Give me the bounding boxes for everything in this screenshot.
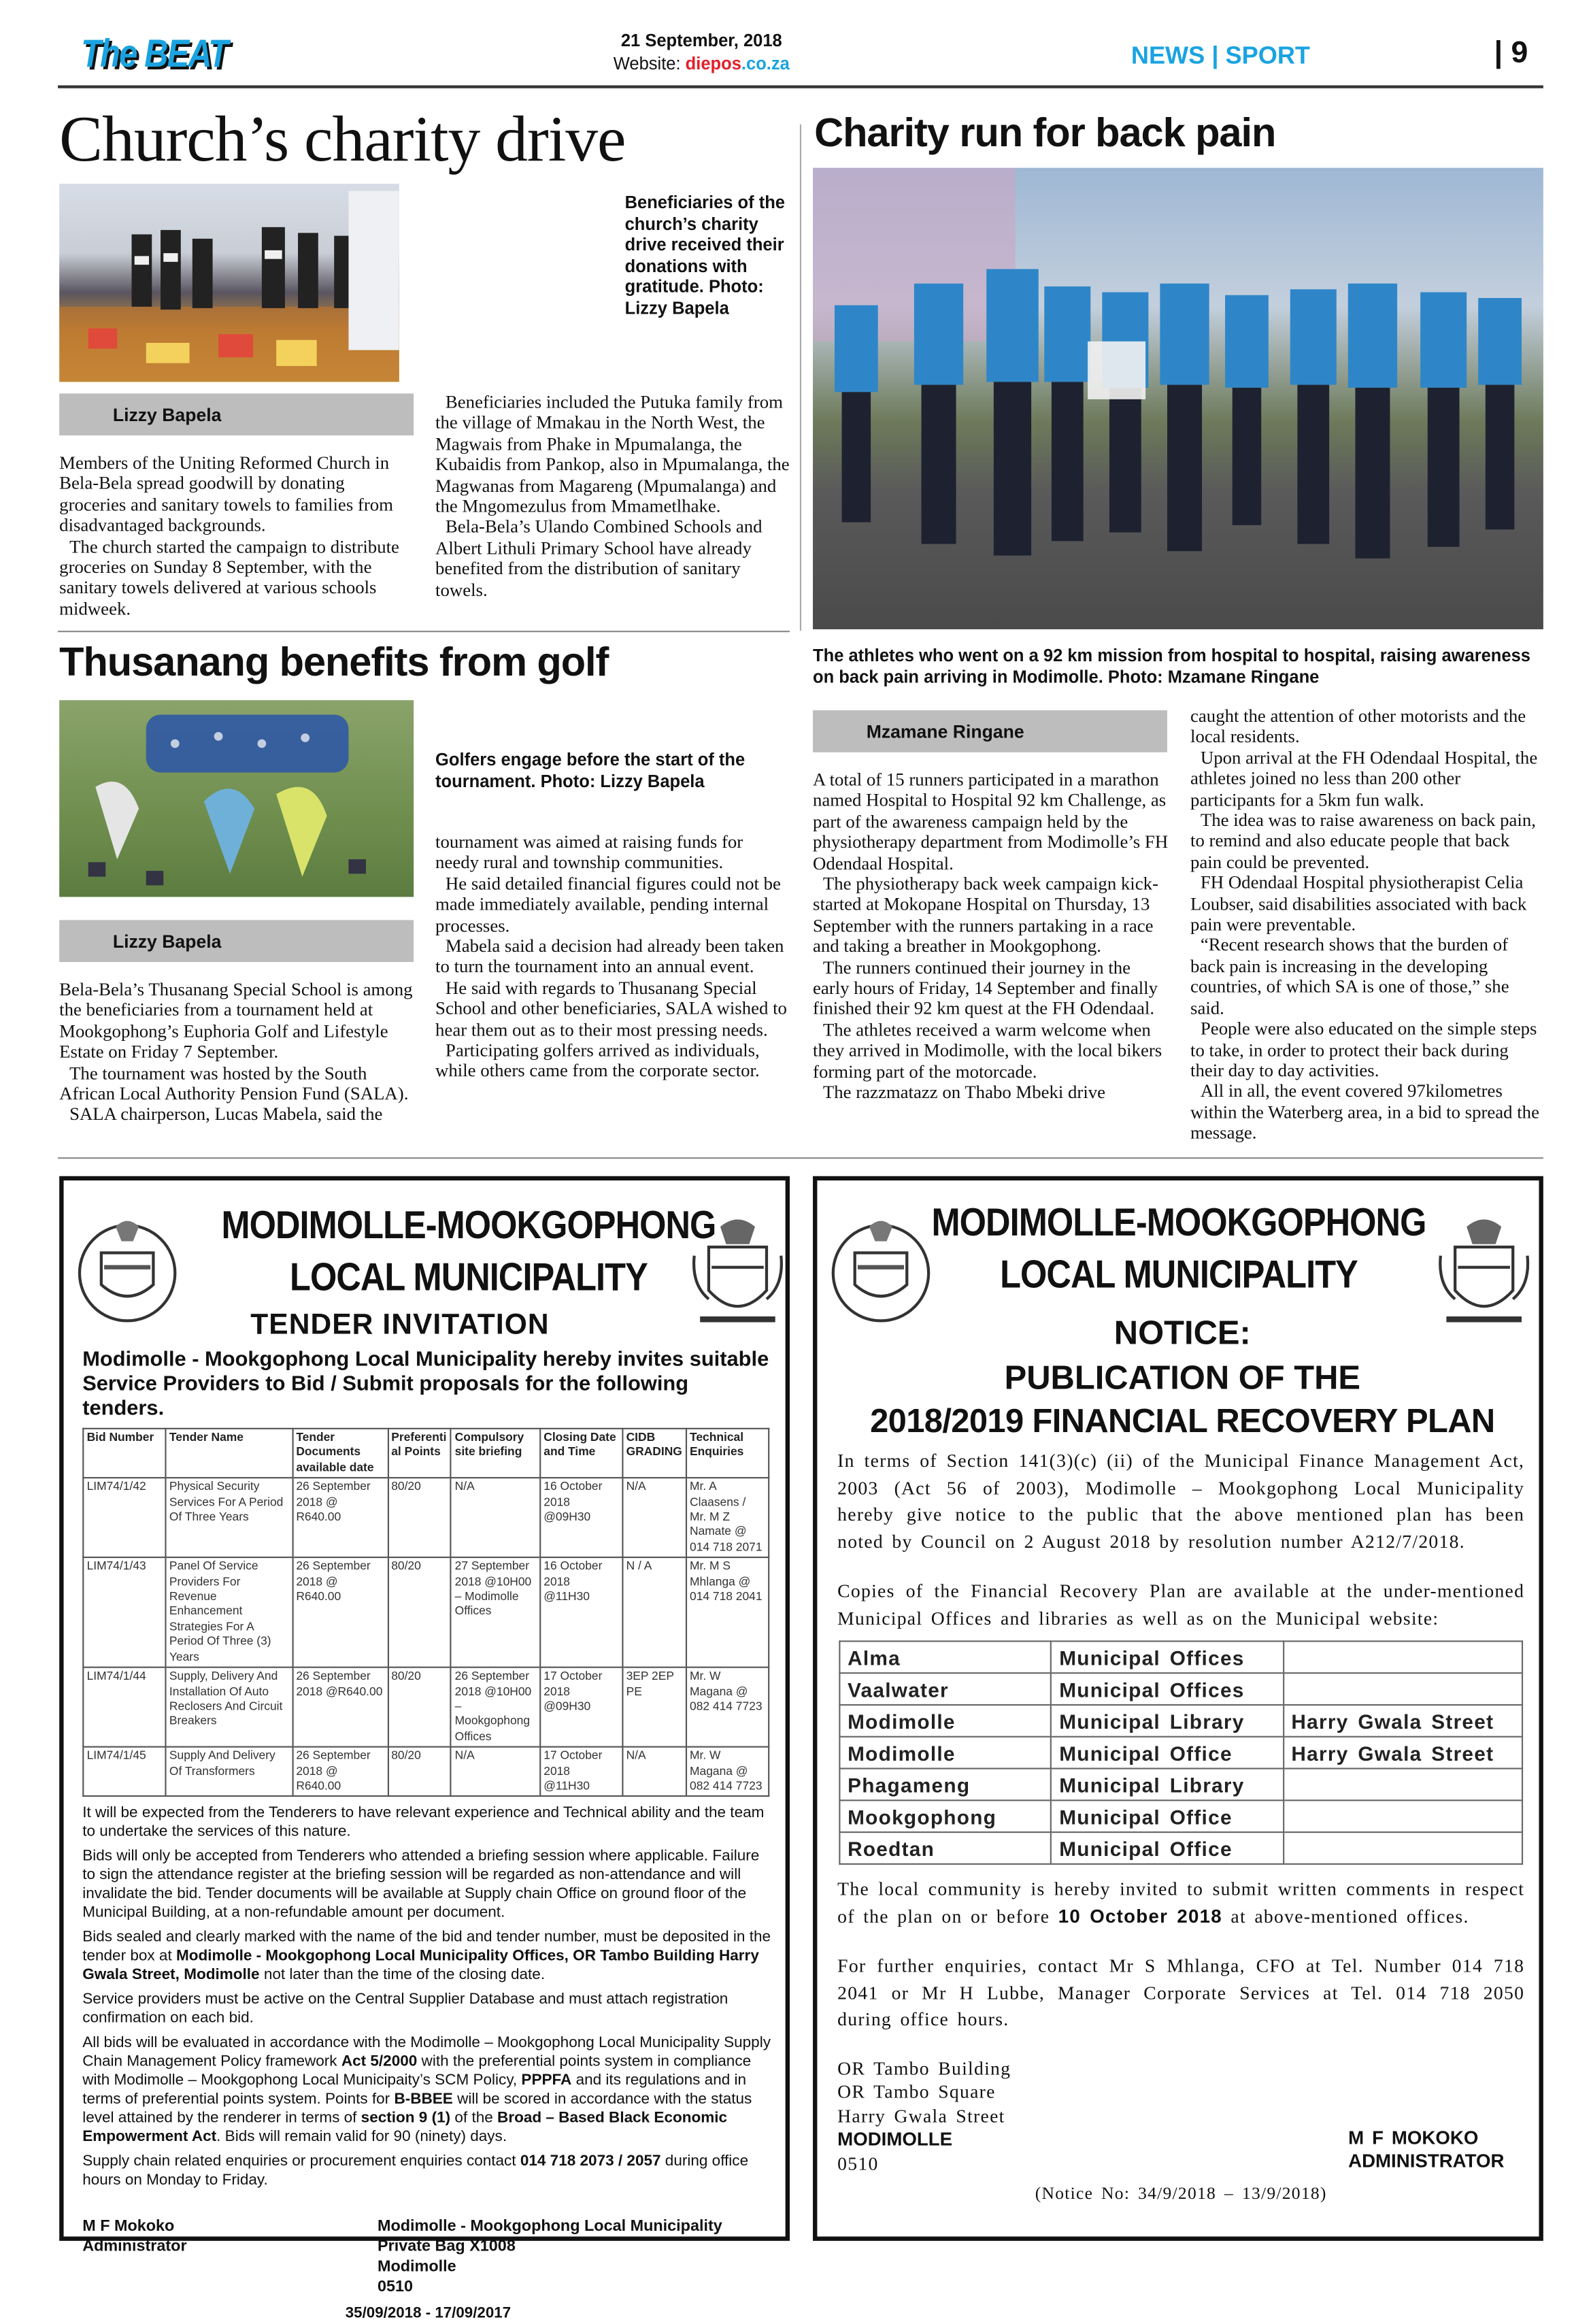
table-cell: N/A <box>451 1478 540 1558</box>
text: of the <box>450 2110 498 2127</box>
table-cell: Panel Of Service Providers For Revenue Enhancement Strategies For A Period Of Three (3) Years <box>166 1558 292 1667</box>
location-cell: Modimolle <box>839 1737 1051 1769</box>
tender-paragraph <box>82 2153 773 2191</box>
notice-number: (Notice No: 34/9/2018 – 13/9/2018) <box>1035 2182 1327 2204</box>
text: Service providers must be active on the Central Supplier Database and must attach registration confirmation on each bid. <box>82 1991 728 2027</box>
masthead-logo: The BEAT <box>81 31 228 76</box>
notice-paragraph: Copies of the Financial Recovery Plan are available at the under-mentioned Municipal Offices and libraries as well as on the Municipal website: <box>837 1580 1525 1629</box>
column-header: Preferential Points <box>388 1429 451 1478</box>
golf-photo <box>59 700 414 897</box>
table-cell: 80/20 <box>388 1478 451 1558</box>
table-cell: 17 October 2018 @09H30 <box>540 1667 622 1747</box>
address-line: OR Tambo Building <box>837 2056 1011 2078</box>
bold-text: PPPFA <box>521 2072 572 2090</box>
tender-advert <box>59 1176 790 2323</box>
church-photo-image <box>59 184 399 382</box>
paragraph: “Recent research shows that the burden of back pain is increasing in the developing countries, of which SA is one of those,” she said. <box>1190 935 1509 1018</box>
text: Supply chain related enquiries or procurement enquiries contact <box>82 2153 520 2171</box>
paragraph: tournament was aimed at raising funds for needy rural and township communities. <box>435 831 743 874</box>
tender-heading: TENDER INVITATION <box>250 1309 550 1342</box>
location-cell: Vaalwater <box>839 1673 1051 1705</box>
paragraph: The church started the campaign to distribute groceries on Sunday 8 September, with the sanitary towels delivered at various schools midweek. <box>59 536 399 619</box>
tender-content <box>82 1348 773 2324</box>
location-cell <box>1284 1641 1522 1673</box>
table-cell: 16 October 2018 @09H30 <box>540 1478 622 1558</box>
text: . Bids will remain valid for 90 (ninety) days. <box>216 2128 507 2146</box>
golf-col2 <box>435 832 790 1082</box>
paragraph: SALA chairperson, Lucas Mabela, said the <box>69 1104 383 1125</box>
column-header: CIDB GRADING <box>622 1429 686 1478</box>
location-row <box>839 1641 1522 1673</box>
section-label: NEWS | SPORT <box>1131 42 1311 70</box>
notice-title-line2: LOCAL MUNICIPALITY <box>1000 1252 1358 1297</box>
bold-text: section 9 (1) <box>361 2110 451 2127</box>
bold-text: 014 718 2073 / 2057 <box>520 2153 661 2171</box>
location-cell: Roedtan <box>839 1832 1051 1864</box>
table-row <box>83 1558 769 1667</box>
notice-address <box>837 2057 1011 2176</box>
tender-table-wrap <box>82 1428 773 1797</box>
notice-heading: NOTICE: <box>1113 1313 1251 1352</box>
column-header: Compulsory site briefing <box>451 1429 540 1478</box>
location-cell: Municipal Offices <box>1051 1673 1283 1705</box>
location-row <box>839 1705 1522 1737</box>
church-headline: Church’s charity drive <box>59 102 626 176</box>
text: and its regulations and in terms of preferential points system. Points for <box>82 2072 747 2108</box>
address-line: Modimolle - Mookgophong Local Municipality <box>377 2218 722 2236</box>
table-cell: LIM74/1/42 <box>83 1478 165 1558</box>
table-cell: 26 September 2018 @ R640.00 <box>292 1558 388 1667</box>
table-cell: Supply, Delivery And Installation Of Auto Reclosers And Circuit Breakers <box>166 1667 292 1747</box>
location-row <box>839 1832 1522 1864</box>
location-cell <box>1284 1673 1522 1705</box>
paragraph: The idea was to raise awareness on back pain, to remind and also educate people that back pain could be prevented. <box>1190 810 1536 872</box>
paragraph: The tournament was hosted by the South African Local Authority Pension Fund (SALA). <box>59 1063 409 1104</box>
paragraph: The physiotherapy back week campaign kick-started at Mokopane Hospital on Thursday, 13 September with the runners partaking in a race and taking a breather in Mookgophong. <box>813 874 1158 957</box>
tender-reference: 35/09/2018 - 17/09/2017 <box>345 2305 512 2323</box>
paragraph: The runners continued their journey in the early hours of Friday, 14 September and finally finished their 92 km quest at the FH Odendaal. <box>813 957 1158 1019</box>
table-cell: Supply And Delivery Of Transformers <box>166 1747 292 1797</box>
locations-table <box>839 1640 1523 1865</box>
golf-headline: Thusanang benefits from golf <box>59 639 609 684</box>
paragraph: Bela-Bela’s Thusanang Special School is among the beneficiaries from a tournament held at Mookgophong’s Euphoria Golf and Lifestyle Estate on Friday 7 September. <box>59 979 413 1063</box>
notice-paragraph: In terms of Section 141(3)(c) (ii) of the Municipal Finance Management Act, 2003 (Act 56 of 2003), Modimolle – Mookgophong Local Municipality hereby give notice to the public that the above mentioned plan has been noted by Council on 2 August 2018 by resolution number A212/7/2018. <box>837 1449 1525 1552</box>
tender-title-line1: MODIMOLLE-MOOKGOPHONG <box>221 1204 716 1247</box>
golf-col1 <box>59 980 415 1125</box>
column-header: Tender Documents available date <box>292 1429 388 1478</box>
tender-postal-address <box>378 2217 722 2297</box>
location-cell: Municipal Office <box>1051 1800 1283 1832</box>
location-row <box>839 1737 1522 1769</box>
table-cell: N/A <box>622 1478 686 1558</box>
table-cell: Physical Security Services For A Period Of Three Years <box>166 1478 292 1558</box>
tender-signatory <box>82 2217 378 2297</box>
address-line: Harry Gwala Street <box>837 2104 1005 2126</box>
table-header-row <box>83 1429 769 1478</box>
paragraph: Members of the Uniting Reformed Church in Bela-Bela spread goodwill by donating groceries and sanitary towels to families from disadvantaged backgrounds. <box>59 452 394 536</box>
website-link-part2[interactable]: .co.za <box>741 53 790 74</box>
table-cell: 3EP 2EP PE <box>622 1667 686 1747</box>
bold-text: Act 5/2000 <box>341 2053 418 2071</box>
golf-photo-caption: Golfers engage before the start of the tournament. Photo: Lizzy Bapela <box>435 749 746 791</box>
text: at above-mentioned offices. <box>1222 1904 1469 1927</box>
table-row <box>83 1747 769 1797</box>
table-cell: 80/20 <box>388 1667 451 1747</box>
website-link-part1[interactable]: diepos <box>685 53 741 74</box>
location-row <box>839 1769 1522 1801</box>
run-headline: Charity run for back pain <box>814 110 1276 155</box>
paragraph: He said with regards to Thusanang Special School and other beneficiaries, SALA wished to hear them out as to their most pressing needs. <box>435 978 787 1040</box>
tender-paragraph <box>82 1929 773 1985</box>
table-cell: Mr. A Claasens / Mr. M Z Namate @ 014 718 2071 <box>686 1478 769 1558</box>
location-cell: Modimolle <box>839 1705 1051 1737</box>
notice-subheading: PUBLICATION OF THE <box>1004 1358 1361 1396</box>
text: Bids sealed and clearly marked with the name of the bid and tender number, must be deposited in the tender box at <box>82 1929 771 1965</box>
bold-text: Modimolle - Mookgophong Local Municipality Offices, OR Tambo Building Harry Gwala Street, Modimolle <box>82 1947 759 1985</box>
column-divider <box>800 124 801 631</box>
location-cell: Municipal Offices <box>1051 1641 1283 1673</box>
golf-byline: Lizzy Bapela <box>59 920 414 962</box>
paragraph: Mabela said a decision had already been taken to turn the tournament into an annual event. <box>435 935 784 978</box>
text: It will be expected from the Tenderers to have relevant experience and Technical ability and the team to undertake the services of this nature. <box>82 1804 765 1841</box>
table-cell: Mr. M S Mhlanga @ 014 718 2041 <box>686 1558 769 1667</box>
run-photo-image <box>813 168 1543 629</box>
notice-paragraph: For further enquiries, contact Mr S Mhlanga, CFO at Tel. Number 014 718 2041 or Mr H Lubbe, Manager Corporate Services at Tel. 014 718 2050 during office hours. <box>837 1954 1525 2030</box>
run-col1 <box>813 769 1169 1103</box>
text: during office hours on Monday to Friday. <box>82 2153 749 2189</box>
table-cell: N / A <box>622 1558 686 1667</box>
paragraph: Participating golfers arrived as individuals, while others came from the corporate sector. <box>435 1040 760 1082</box>
section-divider <box>58 631 790 632</box>
table-cell: 27 September 2018 @10H00 – Modimolle Offices <box>451 1558 540 1667</box>
location-cell: Phagameng <box>839 1769 1051 1801</box>
paragraph: The razzmatazz on Thabo Mbeki drive <box>822 1082 1106 1103</box>
church-byline: Lizzy Bapela <box>59 393 414 435</box>
table-cell: LIM74/1/43 <box>83 1558 165 1667</box>
column-header: Technical Enquiries <box>686 1429 769 1478</box>
church-photo-caption: Beneficiaries of the church’s charity drive received their donations with gratitude. Photo: Lizzy Bapela <box>624 192 786 318</box>
table-cell: 17 October 2018 @11H30 <box>540 1747 622 1797</box>
paragraph: Bela-Bela’s Ulando Combined Schools and Albert Lithuli Primary School have already benefited from the distribution of sanitary towels. <box>435 517 763 600</box>
address-line: Private Bag X1008 <box>377 2238 516 2256</box>
table-cell: 80/20 <box>388 1558 451 1667</box>
address-code: 0510 <box>837 2152 879 2174</box>
table-cell: 80/20 <box>388 1747 451 1797</box>
website <box>550 54 854 74</box>
paragraph: caught the attention of other motorists and the local residents. <box>1190 706 1526 748</box>
tender-paragraph <box>82 1991 773 2029</box>
table-cell: 16 October 2018 @11H30 <box>540 1558 622 1667</box>
address-line: Modimolle <box>377 2259 456 2276</box>
table-cell: Mr. W Magana @ 082 414 7723 <box>686 1747 769 1797</box>
notice-body <box>837 1448 1524 2205</box>
location-cell: Mookgophong <box>839 1800 1051 1832</box>
text: Bids will only be accepted from Tenderers who attended a briefing session where applicable. Failure to sign the attendance register at the briefing session will be regarded as non-attendance and will invalidate the bid. Tender documents will be available at Supply chain Office on ground floor of the Municipal Building, at a non-refundable amount per document. <box>82 1848 760 1922</box>
text: will be scored in accordance with the status level attained by the renderer in terms of <box>82 2091 752 2127</box>
church-col1 <box>59 453 415 620</box>
table-row <box>83 1667 769 1747</box>
location-row <box>839 1673 1522 1705</box>
table-cell: 26 September 2018 @10H00 – Mookgophong Offices <box>451 1667 540 1747</box>
location-cell <box>1284 1769 1522 1801</box>
text: with the preferential points system in compliance with Modimolle – Mookgophong Local Municipaity’s SCM Policy, <box>82 2053 752 2090</box>
location-cell: Harry Gwala Street <box>1284 1705 1522 1737</box>
column-header: Closing Date and Time <box>540 1429 622 1478</box>
notice-paragraph <box>837 1876 1524 1930</box>
paragraph: He said detailed financial figures could not be made immediately available, pending internal processes. <box>435 873 781 935</box>
text: The local community is hereby invited to submit written comments in respect of the plan on or before <box>837 1878 1525 1927</box>
location-cell: Alma <box>839 1641 1051 1673</box>
church-photo <box>59 184 399 382</box>
tender-paragraph <box>82 1848 773 1923</box>
paragraph: People were also educated on the simple steps to take, in order to protect their back during their day to day activities. <box>1190 1018 1537 1081</box>
location-cell: Harry Gwala Street <box>1284 1737 1522 1769</box>
issue-date: 21 September, 2018 <box>620 30 782 51</box>
header-rule <box>58 85 1543 88</box>
church-col2 <box>435 392 790 600</box>
tender-conditions <box>82 1804 773 2196</box>
paragraph: A total of 15 runners participated in a marathon named Hospital to Hospital 92 km Challenge, as part of the awareness campaign held by the physiotherapy department from Modimolle’s FH Odendaal Hospital. <box>813 769 1169 874</box>
paragraph: Beneficiaries included the Putuka family from the village of Mmakau in the North West, the Magwais from Phake in Mpumalanga, the Kubaidis from Pankop, also in Mpumalanga, the Magwanas from Magareng (Mpumalanga) and the Mngomezulus from Mmametlhake. <box>435 392 790 517</box>
notice-footer <box>837 2057 1524 2176</box>
golf-photo-image <box>59 700 414 897</box>
table-cell: N/A <box>622 1747 686 1797</box>
paragraph: FH Odendaal Hospital physiotherapist Celia Loubser, said disabilities associated with back pain were preventable. <box>1190 872 1527 935</box>
location-cell: Municipal Library <box>1051 1769 1283 1801</box>
notice-plan-title: 2018/2019 FINANCIAL RECOVERY PLAN <box>870 1401 1495 1440</box>
signatory-name: M F Mokoko <box>82 2218 175 2236</box>
paragraph: Upon arrival at the FH Odendaal Hospital, the athletes joined no less than 200 other participants for a 5km fun walk. <box>1190 747 1538 810</box>
deadline-date: 10 October 2018 <box>1058 1904 1222 1927</box>
notice-advert <box>813 1176 1543 2241</box>
column-header: Tender Name <box>166 1429 292 1478</box>
table-cell: LIM74/1/45 <box>83 1747 165 1797</box>
website-label: Website: <box>613 53 681 74</box>
signatory-title: ADMINISTRATOR <box>1348 2149 1505 2172</box>
run-photo <box>813 168 1543 629</box>
page-number: | 9 <box>1494 36 1528 70</box>
tender-paragraph <box>82 1804 773 1842</box>
notice-signatory <box>1348 2127 1504 2173</box>
table-cell: 26 September 2018 @ R640.00 <box>292 1747 388 1797</box>
table-row <box>83 1478 769 1558</box>
bold-text: Broad – Based Black Economic Empowerment Act <box>82 2110 728 2146</box>
text: not later than the time of the closing date. <box>259 1966 546 1985</box>
location-cell <box>1284 1800 1522 1832</box>
tender-signature-row <box>82 2217 773 2297</box>
paragraph: All in all, the event covered 97kilometres within the Waterberg area, in a bid to spread the message. <box>1190 1081 1539 1144</box>
table-cell: Mr. W Magana @ 082 414 7723 <box>686 1667 769 1747</box>
bold-text: B-BBEE <box>394 2091 453 2108</box>
location-cell: Municipal Office <box>1051 1832 1283 1864</box>
table-cell: N/A <box>451 1747 540 1797</box>
tender-intro: Modimolle - Mookgophong Local Municipality hereby invites suitable Service Providers to Bid / Submit proposals for the following tenders. <box>82 1348 769 1421</box>
run-byline: Mzamane Ringane <box>813 710 1167 752</box>
location-cell <box>1284 1832 1522 1864</box>
location-cell: Municipal Library <box>1051 1705 1283 1737</box>
signatory-name: M F MOKOKO <box>1348 2126 1479 2148</box>
column-header: Bid Number <box>83 1429 165 1478</box>
run-photo-caption: The athletes who went on a 92 km mission from hospital to hospital, raising awareness on back pain arriving in Modimolle. Photo: Mzamane Ringane <box>813 645 1530 686</box>
location-cell: Municipal Office <box>1051 1737 1283 1769</box>
tender-title-line2: LOCAL MUNICIPALITY <box>290 1255 648 1299</box>
table-cell: 26 September 2018 @ R640.00 <box>292 1478 388 1558</box>
signatory-title: Administrator <box>82 2238 187 2256</box>
section-divider <box>58 1157 1543 1159</box>
paragraph: The athletes received a warm welcome when they arrived in Modimolle, with the local bikers forming part of the motorcade. <box>813 1019 1162 1082</box>
run-col2 <box>1190 706 1545 1144</box>
tender-paragraph <box>82 2034 773 2147</box>
address-line: OR Tambo Square <box>837 2080 996 2102</box>
location-row <box>839 1800 1522 1832</box>
table-cell: 26 September 2018 @R640.00 <box>292 1667 388 1747</box>
table-cell: LIM74/1/44 <box>83 1667 165 1747</box>
tender-table <box>82 1428 769 1797</box>
address-line: 0510 <box>377 2278 414 2297</box>
text: All bids will be evaluated in accordance with the Modimolle – Mookgophong Local Municipality Supply Chain Management Policy framework <box>82 2034 771 2071</box>
notice-title-line1: MODIMOLLE-MOOKGOPHONG <box>931 1200 1426 1244</box>
address-town: MODIMOLLE <box>837 2127 953 2150</box>
